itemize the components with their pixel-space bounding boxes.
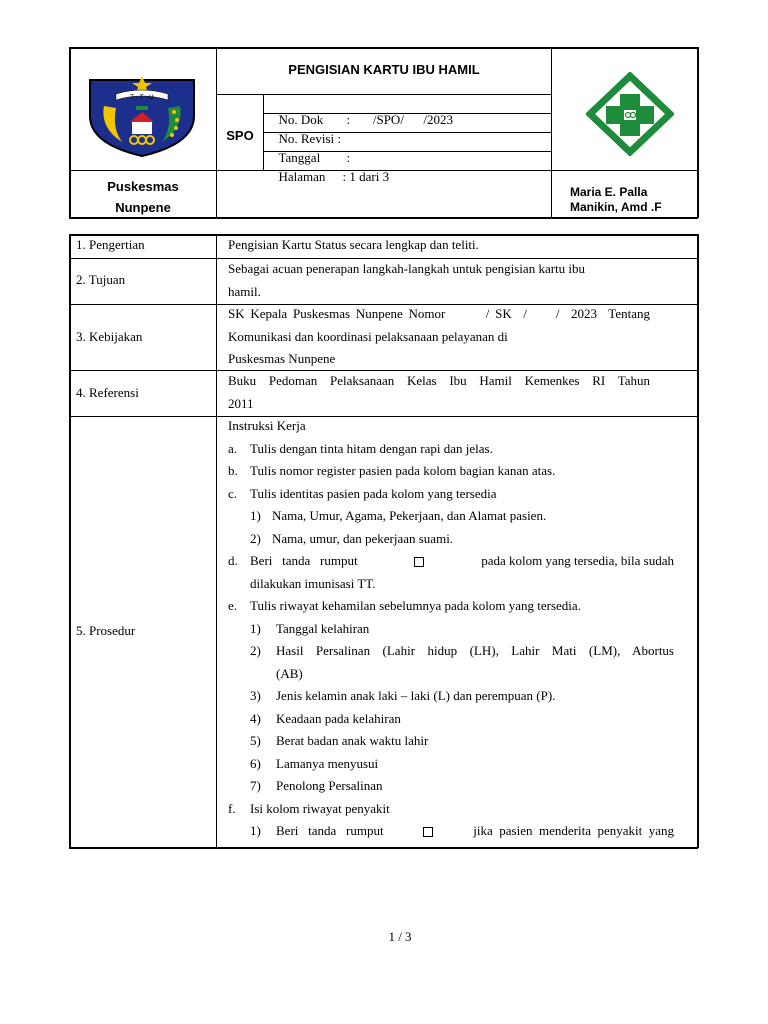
- organization-line-2: Nunpene: [115, 200, 171, 215]
- signer-name: [570, 185, 662, 215]
- step-e-1: [228, 618, 674, 641]
- step-marker: c.: [228, 485, 238, 501]
- text-pengertian: [228, 234, 479, 257]
- step-e-2: [228, 640, 674, 663]
- substep-text: Penolong Persalinan: [276, 778, 383, 793]
- step-text-pre: Beri tanda rumput: [250, 553, 358, 568]
- field-label: Tanggal: [278, 150, 321, 165]
- step-text: Tulis identitas pasien pada kolom yang tersedia: [250, 485, 497, 501]
- field-value: : 1 dari 3: [342, 169, 390, 184]
- referensi-line-2: 2011: [228, 395, 254, 411]
- pengertian-line: Pengisian Kartu Status secara lengkap dan teliti.: [228, 237, 479, 252]
- substep-marker: 3): [250, 688, 261, 703]
- document-title: PENGISIAN KARTU IBU HAMIL: [288, 62, 480, 77]
- emblem-text: T . T . U: [130, 94, 154, 101]
- checkbox-glyph-icon: [423, 827, 433, 837]
- substep-marker: 5): [250, 733, 261, 748]
- text-kebijakan: [228, 303, 650, 371]
- puskesmas-logo: [586, 72, 674, 156]
- substep-text-pre: Beri tanda rumput: [276, 823, 384, 838]
- kebijakan-line-2: Komunikasi dan koordinasi pelaksanaan pelayanan di: [228, 328, 508, 344]
- field-value: : /SPO/ /2023: [346, 112, 454, 127]
- step-c: [228, 483, 674, 506]
- checkbox-glyph-icon: [414, 557, 424, 567]
- substep-text: Tanggal kelahiran: [276, 620, 370, 636]
- substep-marker: 1): [250, 823, 261, 838]
- substep-text: Nama, Umur, Agama, Pekerjaan, dan Alamat pasien.: [272, 508, 547, 523]
- step-c-1: [228, 505, 674, 528]
- substep-marker: 1): [250, 508, 261, 523]
- step-marker: d.: [228, 553, 238, 568]
- substep-marker: 2): [250, 530, 261, 546]
- step-e-5: [228, 730, 674, 753]
- label-tujuan: 2. Tujuan: [76, 272, 126, 287]
- substep-marker: 4): [250, 710, 261, 726]
- substep-text: Nama, umur, dan pekerjaan suami.: [272, 530, 454, 546]
- substep-text: Hasil Persalinan (Lahir hidup (LH), Lahir Mati (LM), Abortus: [276, 643, 674, 658]
- step-c-2: [228, 528, 674, 551]
- substep-marker: 2): [250, 643, 261, 658]
- field-label: No. Revisi :: [278, 131, 341, 146]
- step-d-continuation: dilakukan imunisasi TT.: [250, 575, 376, 591]
- step-marker: e.: [228, 598, 238, 613]
- step-text-post: pada kolom yang tersedia, bila sudah: [481, 553, 674, 568]
- tujuan-line-2: hamil.: [228, 283, 261, 299]
- substep-text: Jenis kelamin anak laki – laki (L) dan perempuan (P).: [276, 688, 556, 703]
- substep-marker: 6): [250, 755, 261, 771]
- step-e-2-continuation: (AB): [276, 665, 303, 681]
- signer-line-1: Maria E. Palla: [570, 185, 648, 199]
- step-text: Tulis nomor register pasien pada kolom bagian kanan atas.: [250, 463, 556, 478]
- field-halaman: [272, 153, 389, 185]
- step-text: Tulis dengan tinta hitam dengan rapi dan jelas.: [250, 440, 493, 456]
- kebijakan-line-3: Puskesmas Nunpene: [228, 351, 336, 366]
- step-e-7: [228, 775, 674, 798]
- field-value: :: [346, 150, 351, 165]
- tujuan-line-1: Sebagai acuan penerapan langkah-langkah untuk pengisian kartu ibu: [228, 261, 586, 276]
- label-prosedur: 5. Prosedur: [76, 623, 136, 638]
- substep-text: Berat badan anak waktu lahir: [276, 733, 429, 748]
- substep-marker: 1): [250, 620, 261, 636]
- step-e-4: [228, 708, 674, 731]
- substep-text-post: jika pasien menderita penyakit yang: [473, 823, 674, 838]
- field-label: No. Dok: [278, 112, 324, 127]
- organization-name: [70, 176, 216, 218]
- label-kebijakan: 3. Kebijakan: [76, 329, 143, 344]
- step-a: [228, 438, 674, 461]
- step-f: [228, 798, 674, 821]
- label-pengertian: 1. Pengertian: [76, 237, 145, 252]
- kebijakan-line-1: SK Kepala Puskesmas Nunpene Nomor / SK / / 2023 Tentang: [228, 306, 650, 321]
- step-b: [228, 460, 674, 483]
- substep-text: Keadaan pada kelahiran: [276, 710, 401, 726]
- substep-marker: 7): [250, 778, 261, 793]
- step-f-1: [228, 820, 674, 843]
- referensi-line-1: Buku Pedoman Pelaksanaan Kelas Ibu Hamil Kemenkes RI Tahun: [228, 373, 650, 388]
- field-label: Halaman: [278, 169, 326, 184]
- spo-label: SPO: [226, 128, 254, 143]
- step-marker: a.: [228, 440, 238, 456]
- step-e-3: [228, 685, 674, 708]
- prosedur-heading: Instruksi Kerja: [228, 418, 306, 433]
- text-referensi: [228, 370, 650, 415]
- regency-emblem-logo: [86, 72, 198, 158]
- signer-line-2: Manikin, Amd .F: [570, 200, 662, 214]
- step-text: Isi kolom riwayat penyakit: [250, 800, 390, 816]
- step-marker: f.: [228, 800, 236, 816]
- substep-text: Lamanya menyusui: [276, 755, 379, 771]
- page-number: 1 / 3: [388, 929, 412, 944]
- step-e: [228, 595, 674, 618]
- step-d: [228, 550, 674, 573]
- step-text: Tulis riwayat kehamilan sebelumnya pada kolom yang tersedia.: [250, 598, 581, 613]
- label-referensi: 4. Referensi: [76, 385, 139, 400]
- step-e-6: [228, 753, 674, 776]
- organization-line-1: Puskesmas: [107, 179, 179, 194]
- text-tujuan: [228, 258, 644, 303]
- step-marker: b.: [228, 463, 238, 478]
- text-prosedur: [228, 415, 674, 843]
